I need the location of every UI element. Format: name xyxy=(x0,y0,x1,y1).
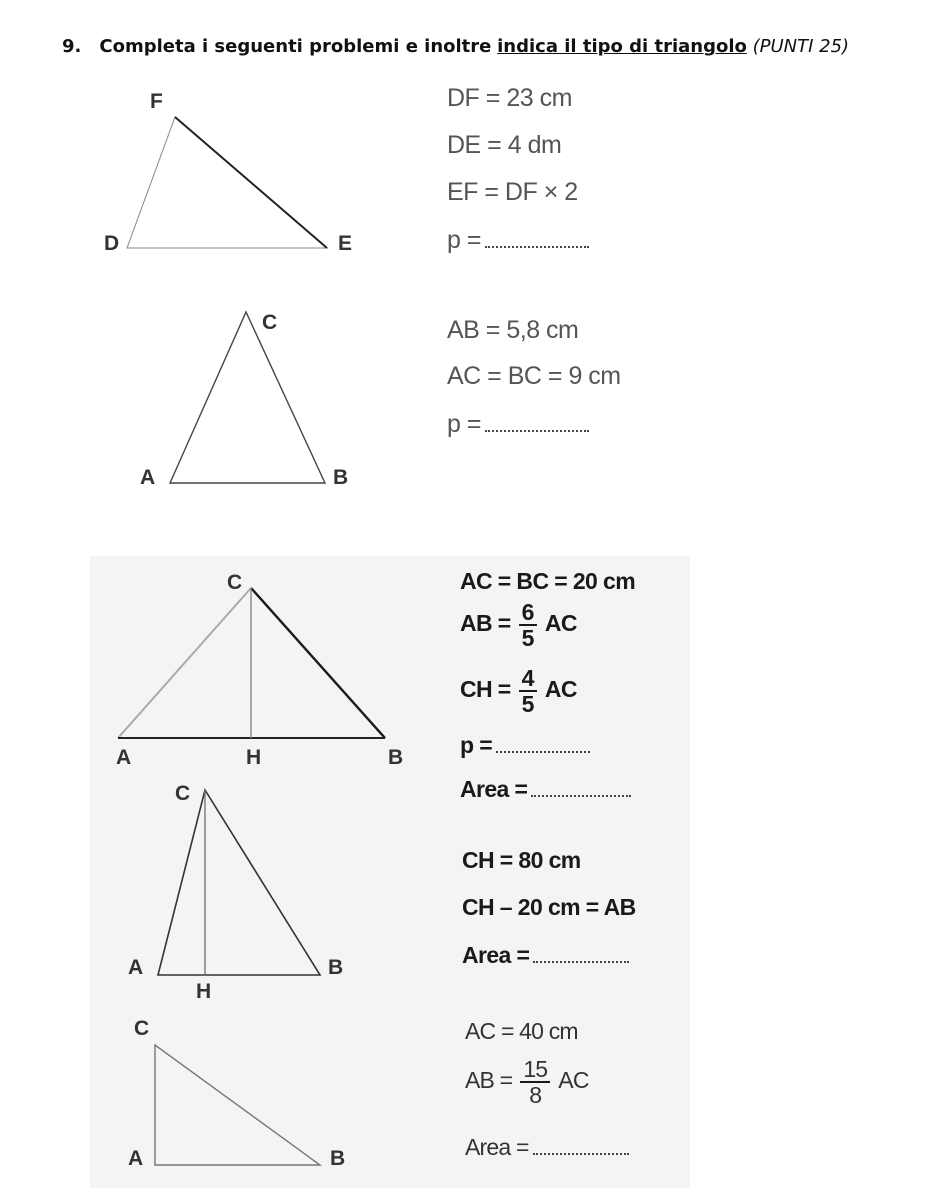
vertex-label-h: H xyxy=(246,746,262,769)
problem-5-line-1: AC = 40 cm xyxy=(465,1018,578,1044)
fraction-numerator: 15 xyxy=(520,1057,550,1083)
vertex-label-a: A xyxy=(116,746,132,769)
fraction xyxy=(519,600,537,650)
problem-2-line-1: AB = 5,8 cm xyxy=(447,316,579,344)
problem-1-answer xyxy=(447,226,589,255)
vertex-label-a: A xyxy=(128,956,144,979)
problem-1-line-3: EF = DF × 2 xyxy=(447,178,578,206)
problem-3-line-3-suffix: AC xyxy=(544,676,577,703)
triangle-abc-shape xyxy=(170,312,325,483)
problem-3-line-2-suffix: AC xyxy=(544,610,577,637)
problem-5-answer-area xyxy=(465,1134,629,1161)
vertex-label-c: C xyxy=(227,571,243,594)
vertex-label-c: C xyxy=(262,311,278,334)
problem-3-answer-area-label: Area = xyxy=(460,776,528,802)
problem-2-answer-label: p = xyxy=(447,410,481,438)
triangle-def-shape xyxy=(127,117,327,248)
triangle-abc-isosceles xyxy=(140,311,348,489)
fraction xyxy=(519,666,537,716)
problem-3-line-3 xyxy=(460,666,577,716)
triangle-abc-height-2 xyxy=(128,782,343,1003)
vertex-label-e: E xyxy=(338,232,353,255)
problem-2-line-2: AC = BC = 9 cm xyxy=(447,362,621,390)
problem-5-line-2-suffix: AC xyxy=(558,1067,589,1094)
triangle-5-shape xyxy=(155,1045,320,1165)
exercise-instruction: Completa i seguenti problemi e inoltre xyxy=(99,36,492,57)
triangle-3-side-ac xyxy=(118,588,251,738)
problem-4-line-2: CH – 20 cm = AB xyxy=(462,894,636,920)
triangle-4-shape xyxy=(158,790,320,975)
triangle-def-side-fe xyxy=(175,117,327,248)
problem-2-answer xyxy=(447,410,589,439)
problem-3-line-3-prefix: CH = xyxy=(460,676,511,703)
triangle-abc-right xyxy=(128,1017,345,1170)
fraction-numerator: 4 xyxy=(519,666,537,692)
exercise-points: (PUNTI 25) xyxy=(752,36,850,57)
fraction-numerator: 6 xyxy=(519,600,537,626)
answer-blank[interactable] xyxy=(496,751,590,753)
problem-1-answer-label: p = xyxy=(447,226,481,254)
problem-3-answer-p-label: p = xyxy=(460,732,493,758)
problem-4-line-1: CH = 80 cm xyxy=(462,847,581,873)
fraction-denominator: 5 xyxy=(521,691,534,718)
triangle-abc-height xyxy=(116,571,403,769)
problem-4-answer-area xyxy=(462,942,629,969)
vertex-label-b: B xyxy=(333,466,349,489)
problem-1-line-2: DE = 4 dm xyxy=(447,131,562,159)
vertex-label-b: B xyxy=(388,746,404,769)
fraction xyxy=(520,1057,550,1107)
answer-blank[interactable] xyxy=(531,795,631,797)
triangle-3-side-bc xyxy=(251,588,385,738)
answer-blank[interactable] xyxy=(533,961,629,963)
vertex-label-h: H xyxy=(196,980,212,1003)
problem-3-line-2 xyxy=(460,600,577,650)
vertex-label-d: D xyxy=(104,232,120,255)
vertex-label-b: B xyxy=(328,956,344,979)
problem-3-line-2-prefix: AB = xyxy=(460,610,511,637)
vertex-label-c: C xyxy=(134,1017,150,1040)
fraction-denominator: 5 xyxy=(521,625,534,652)
problem-5-answer-area-label: Area = xyxy=(465,1134,529,1160)
problem-5-line-2 xyxy=(465,1057,589,1107)
vertex-label-c: C xyxy=(175,782,191,805)
exercise-instruction-underlined: indica il tipo di triangolo xyxy=(497,36,747,57)
vertex-label-a: A xyxy=(140,466,156,489)
problem-4-answer-area-label: Area = xyxy=(462,942,530,968)
answer-blank[interactable] xyxy=(533,1153,629,1155)
answer-blank[interactable] xyxy=(485,430,589,432)
fraction-denominator: 8 xyxy=(529,1082,542,1109)
vertex-label-f: F xyxy=(150,90,163,113)
vertex-label-b: B xyxy=(330,1147,346,1170)
vertex-label-a: A xyxy=(128,1147,144,1170)
problem-3-answer-area xyxy=(460,776,631,803)
problem-3-answer-p xyxy=(460,732,590,759)
answer-blank[interactable] xyxy=(485,246,589,248)
problem-1-line-1: DF = 23 cm xyxy=(447,84,572,112)
problem-5-line-2-prefix: AB = xyxy=(465,1067,513,1094)
exercise-number: 9. xyxy=(62,36,82,57)
problem-3-line-1: AC = BC = 20 cm xyxy=(460,568,636,594)
triangle-def xyxy=(104,90,352,255)
